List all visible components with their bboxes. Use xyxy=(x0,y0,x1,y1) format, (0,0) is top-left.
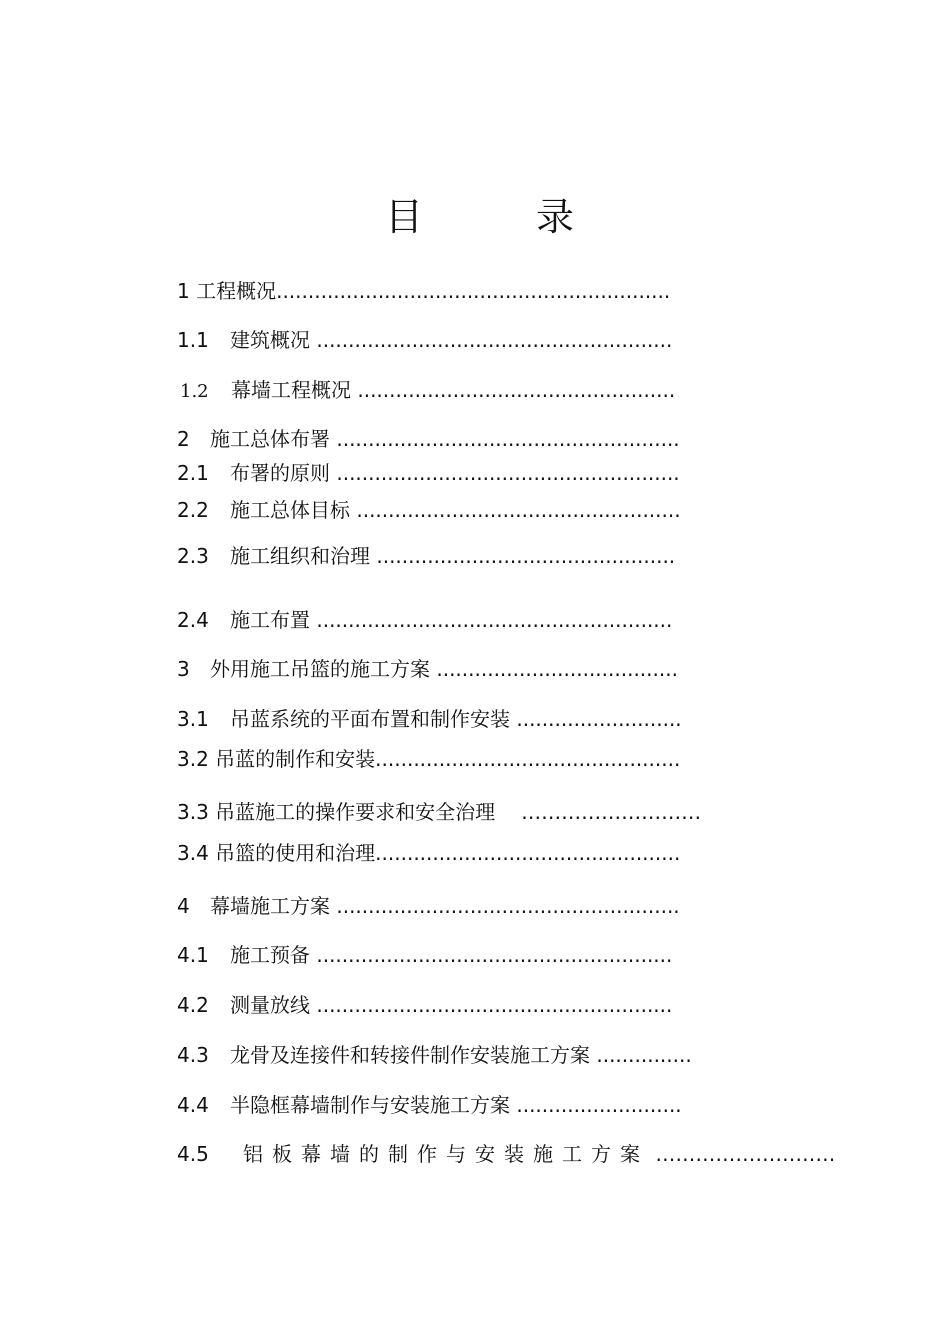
toc-entry-number: 2.3 xyxy=(177,544,209,568)
toc-entry-leader: ................................................ xyxy=(375,841,681,865)
toc-entry-number: 2.2 xyxy=(177,498,209,522)
toc-entry-number: 2.4 xyxy=(177,608,209,632)
title-char-2: 录 xyxy=(536,195,575,239)
toc-entry-title: 施工总体目标 xyxy=(230,498,350,522)
toc-entry-title: 幕墙工程概况 xyxy=(231,378,351,402)
toc-title xyxy=(0,192,950,242)
toc-entry-leader: ...................................... xyxy=(436,657,678,681)
toc-entry[interactable] xyxy=(177,992,672,1018)
toc-entry-number: 2 xyxy=(177,427,190,451)
toc-entry-number: 4.2 xyxy=(177,993,209,1017)
toc-entry-title: 施工预备 xyxy=(230,943,310,967)
toc-entry-title: 施工总体布署 xyxy=(210,427,330,451)
toc-entry-title: 测量放线 xyxy=(230,993,310,1017)
toc-entry-title: 吊蓝的制作和安装 xyxy=(215,747,376,771)
toc-entry-title: 施工组织和治理 xyxy=(230,544,370,568)
toc-entry-leader: ................................................... xyxy=(356,498,681,522)
toc-entry-number: 3.4 xyxy=(177,841,209,865)
toc-entry[interactable] xyxy=(177,656,678,682)
toc-entry-leader: ........................................................ xyxy=(316,608,673,632)
toc-entry[interactable] xyxy=(177,426,680,452)
toc-entry[interactable] xyxy=(177,1092,682,1118)
toc-entry-title: 幕墙施工方案 xyxy=(210,894,330,918)
toc-entry-leader: ........................................................ xyxy=(316,328,673,352)
toc-entry-title: 铝板幕墙的制作与安装施工方案 xyxy=(243,1142,649,1166)
toc-entry-leader: ...................................................... xyxy=(336,461,680,485)
toc-entry-number: 3.1 xyxy=(177,707,209,731)
toc-entry[interactable] xyxy=(177,327,672,353)
toc-entry-number: 3 xyxy=(177,657,190,681)
toc-entry-title: 建筑概况 xyxy=(230,328,310,352)
toc-entry-leader: .................................................. xyxy=(357,378,676,402)
toc-entry-leader: .......................... xyxy=(516,1093,682,1117)
toc-entry[interactable] xyxy=(177,840,680,866)
toc-entry-leader: ……………………… xyxy=(655,1142,836,1166)
toc-entry-number: 4.4 xyxy=(177,1093,209,1117)
toc-entry-number: 3.2 xyxy=(177,747,209,771)
toc-entry[interactable] xyxy=(177,799,701,825)
toc-entry[interactable] xyxy=(177,497,681,523)
toc-entry[interactable] xyxy=(177,942,672,968)
toc-entry-title: 吊蓝系统的平面布置和制作安装 xyxy=(230,707,510,731)
toc-entry-title: 吊蓝施工的操作要求和安全治理 xyxy=(215,800,496,824)
toc-entry-number: 1.1 xyxy=(177,328,209,352)
toc-entry-leader: ........................................................ xyxy=(316,943,673,967)
toc-entry[interactable] xyxy=(177,1141,835,1167)
toc-entry-title: 布署的原则 xyxy=(230,461,330,485)
toc-entry-title: 半隐框幕墙制作与安装施工方案 xyxy=(230,1093,510,1117)
toc-entry-number: 4 xyxy=(177,894,190,918)
toc-entry[interactable] xyxy=(177,706,682,732)
toc-entry[interactable] xyxy=(177,746,680,772)
toc-entry-number: 1.2 xyxy=(180,381,209,402)
toc-entry-title: 施工布置 xyxy=(230,608,310,632)
toc-entry-leader: ............................................... xyxy=(376,544,676,568)
toc-entry[interactable] xyxy=(177,377,675,405)
toc-entry-leader: ................................................ xyxy=(375,747,681,771)
toc-entry-title: 外用施工吊篮的施工方案 xyxy=(210,657,430,681)
toc-entry-leader: .............................................................. xyxy=(276,279,671,303)
toc-entry-leader: ……………………… xyxy=(521,800,702,824)
toc-entry[interactable] xyxy=(177,278,670,304)
toc-entry-leader: ...................................................... xyxy=(336,894,680,918)
toc-entry-title: 工程概况 xyxy=(196,279,277,303)
toc-entry[interactable] xyxy=(177,460,680,486)
toc-entry-leader: ............... xyxy=(596,1043,692,1067)
toc-entry[interactable] xyxy=(177,1042,692,1068)
toc-entry-number: 1 xyxy=(177,279,190,303)
toc-entry[interactable] xyxy=(177,893,680,919)
title-char-1: 目 xyxy=(385,195,424,239)
toc-entry-title: 龙骨及连接件和转接件制作安装施工方案 xyxy=(230,1043,590,1067)
toc-entry-number: 4.1 xyxy=(177,943,209,967)
toc-entry-number: 2.1 xyxy=(177,461,209,485)
toc-entry[interactable] xyxy=(177,543,675,569)
toc-entry-number: 3.3 xyxy=(177,800,209,824)
toc-entry-leader: ...................................................... xyxy=(336,427,680,451)
toc-entry-title: 吊篮的使用和治理 xyxy=(215,841,376,865)
toc-entry[interactable] xyxy=(177,607,672,633)
toc-entry-leader: ........................................................ xyxy=(316,993,673,1017)
toc-entry-leader: .......................... xyxy=(516,707,682,731)
toc-entry-number: 4.3 xyxy=(177,1043,209,1067)
toc-entry-number: 4.5 xyxy=(177,1142,209,1166)
